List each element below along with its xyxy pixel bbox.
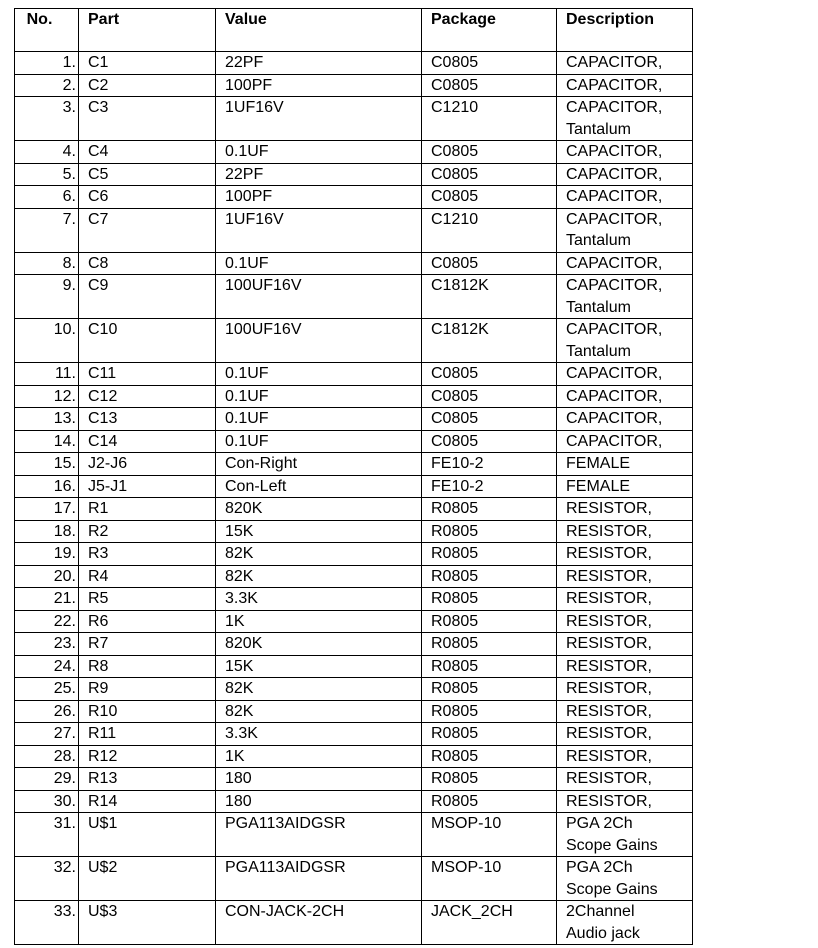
cell-no: 32. bbox=[15, 857, 79, 901]
cell-part: J5-J1 bbox=[79, 475, 216, 498]
cell-no: 4. bbox=[15, 141, 79, 164]
cell-part: C14 bbox=[79, 430, 216, 453]
description-line: CAPACITOR, bbox=[566, 254, 663, 272]
cell-value: 3.3K bbox=[216, 588, 422, 611]
cell-package: R0805 bbox=[422, 543, 557, 566]
cell-description bbox=[557, 408, 693, 431]
cell-part: J2-J6 bbox=[79, 453, 216, 476]
table-row bbox=[15, 52, 693, 75]
table-body bbox=[15, 52, 693, 945]
table-row bbox=[15, 633, 693, 656]
cell-no: 11. bbox=[15, 363, 79, 386]
cell-description bbox=[557, 520, 693, 543]
cell-description bbox=[557, 74, 693, 97]
cell-description bbox=[557, 790, 693, 813]
cell-description bbox=[557, 565, 693, 588]
cell-description bbox=[557, 475, 693, 498]
cell-package: C0805 bbox=[422, 186, 557, 209]
cell-value: 15K bbox=[216, 520, 422, 543]
cell-part: U$3 bbox=[79, 901, 216, 945]
table-row bbox=[15, 565, 693, 588]
cell-part: R8 bbox=[79, 655, 216, 678]
cell-description bbox=[557, 141, 693, 164]
cell-package: C0805 bbox=[422, 385, 557, 408]
cell-part: R10 bbox=[79, 700, 216, 723]
description-line: RESISTOR, bbox=[566, 792, 652, 810]
cell-no: 33. bbox=[15, 901, 79, 945]
cell-value: 82K bbox=[216, 565, 422, 588]
cell-no: 20. bbox=[15, 565, 79, 588]
cell-description bbox=[557, 498, 693, 521]
cell-description bbox=[557, 319, 693, 363]
description-line: RESISTOR, bbox=[566, 747, 652, 765]
cell-description bbox=[557, 588, 693, 611]
table-row bbox=[15, 790, 693, 813]
cell-part: R6 bbox=[79, 610, 216, 633]
cell-description bbox=[557, 186, 693, 209]
cell-package: R0805 bbox=[422, 610, 557, 633]
cell-part: R9 bbox=[79, 678, 216, 701]
table-row bbox=[15, 745, 693, 768]
cell-value: 1K bbox=[216, 610, 422, 633]
cell-part: C11 bbox=[79, 363, 216, 386]
cell-no: 9. bbox=[15, 275, 79, 319]
description-line: CAPACITOR, bbox=[566, 54, 663, 71]
cell-part: C3 bbox=[79, 97, 216, 141]
cell-package: JACK_2CH bbox=[422, 901, 557, 945]
description-line: Tantalum bbox=[566, 232, 631, 249]
description-line: CAPACITOR, bbox=[566, 321, 663, 338]
description-line: CAPACITOR, bbox=[566, 277, 663, 294]
cell-package: R0805 bbox=[422, 498, 557, 521]
cell-part: C1 bbox=[79, 52, 216, 75]
cell-no: 13. bbox=[15, 408, 79, 431]
description-line: 2Channel bbox=[566, 903, 635, 920]
cell-part: C6 bbox=[79, 186, 216, 209]
cell-part: C12 bbox=[79, 385, 216, 408]
cell-part: R7 bbox=[79, 633, 216, 656]
cell-value: PGA113AIDGSR bbox=[216, 813, 422, 857]
cell-value: 82K bbox=[216, 700, 422, 723]
cell-description bbox=[557, 363, 693, 386]
cell-value: 180 bbox=[216, 768, 422, 791]
cell-no: 10. bbox=[15, 319, 79, 363]
description-line: CAPACITOR, bbox=[566, 410, 663, 427]
description-line: CAPACITOR, bbox=[566, 210, 663, 228]
cell-description bbox=[557, 252, 693, 275]
cell-package: C0805 bbox=[422, 74, 557, 97]
cell-no: 19. bbox=[15, 543, 79, 566]
cell-package: R0805 bbox=[422, 633, 557, 656]
cell-part: C2 bbox=[79, 74, 216, 97]
cell-package: C1812K bbox=[422, 275, 557, 319]
cell-package: C1812K bbox=[422, 319, 557, 363]
cell-package: R0805 bbox=[422, 588, 557, 611]
description-line: RESISTOR, bbox=[566, 702, 652, 720]
cell-value: 3.3K bbox=[216, 723, 422, 746]
table-row bbox=[15, 813, 693, 857]
description-line: CAPACITOR, bbox=[566, 432, 663, 450]
description-line: RESISTOR, bbox=[566, 590, 652, 607]
cell-no: 21. bbox=[15, 588, 79, 611]
cell-value: 22PF bbox=[216, 163, 422, 186]
cell-value: 100PF bbox=[216, 186, 422, 209]
cell-no: 14. bbox=[15, 430, 79, 453]
cell-package: MSOP-10 bbox=[422, 813, 557, 857]
header-value: Value bbox=[216, 9, 422, 52]
cell-package: C1210 bbox=[422, 97, 557, 141]
table-row bbox=[15, 252, 693, 275]
table-row bbox=[15, 363, 693, 386]
cell-value: 1UF16V bbox=[216, 97, 422, 141]
description-line: Scope Gains bbox=[566, 880, 658, 898]
cell-value: 22PF bbox=[216, 52, 422, 75]
cell-value: 180 bbox=[216, 790, 422, 813]
cell-no: 22. bbox=[15, 610, 79, 633]
cell-description bbox=[557, 453, 693, 476]
cell-part: C4 bbox=[79, 141, 216, 164]
cell-part: R2 bbox=[79, 520, 216, 543]
cell-package: R0805 bbox=[422, 678, 557, 701]
table-row bbox=[15, 208, 693, 252]
description-line: Scope Gains bbox=[566, 836, 658, 854]
cell-no: 8. bbox=[15, 252, 79, 275]
cell-part: C5 bbox=[79, 163, 216, 186]
cell-value: 100PF bbox=[216, 74, 422, 97]
table-row bbox=[15, 723, 693, 746]
cell-part: C7 bbox=[79, 208, 216, 252]
cell-value: CON-JACK-2CH bbox=[216, 901, 422, 945]
description-line: RESISTOR, bbox=[566, 500, 652, 517]
table-row bbox=[15, 275, 693, 319]
description-line: FEMALE bbox=[566, 455, 631, 472]
description-line: PGA 2Ch bbox=[566, 815, 633, 832]
header-package: Package bbox=[422, 9, 557, 52]
cell-package: C0805 bbox=[422, 163, 557, 186]
description-line: CAPACITOR, bbox=[566, 143, 663, 160]
description-line: Tantalum bbox=[566, 342, 631, 360]
description-line: RESISTOR, bbox=[566, 522, 652, 540]
table-row bbox=[15, 385, 693, 408]
cell-no: 17. bbox=[15, 498, 79, 521]
description-line: RESISTOR, bbox=[566, 657, 652, 675]
description-line: RESISTOR, bbox=[566, 770, 652, 787]
cell-part: R3 bbox=[79, 543, 216, 566]
cell-value: 0.1UF bbox=[216, 252, 422, 275]
cell-no: 25. bbox=[15, 678, 79, 701]
cell-part: U$1 bbox=[79, 813, 216, 857]
description-line: RESISTOR, bbox=[566, 567, 652, 585]
cell-part: R12 bbox=[79, 745, 216, 768]
cell-description bbox=[557, 700, 693, 723]
cell-description bbox=[557, 97, 693, 141]
cell-part: R14 bbox=[79, 790, 216, 813]
description-line: RESISTOR, bbox=[566, 635, 652, 652]
cell-part: R4 bbox=[79, 565, 216, 588]
cell-no: 29. bbox=[15, 768, 79, 791]
cell-value: 0.1UF bbox=[216, 408, 422, 431]
description-line: RESISTOR, bbox=[566, 545, 652, 562]
cell-part: R1 bbox=[79, 498, 216, 521]
cell-value: 0.1UF bbox=[216, 430, 422, 453]
cell-package: FE10-2 bbox=[422, 475, 557, 498]
cell-package: R0805 bbox=[422, 520, 557, 543]
cell-description bbox=[557, 745, 693, 768]
cell-description bbox=[557, 768, 693, 791]
cell-part: U$2 bbox=[79, 857, 216, 901]
cell-no: 23. bbox=[15, 633, 79, 656]
cell-part: R13 bbox=[79, 768, 216, 791]
cell-package: R0805 bbox=[422, 790, 557, 813]
description-line: CAPACITOR, bbox=[566, 99, 663, 116]
table-row bbox=[15, 74, 693, 97]
description-line: CAPACITOR, bbox=[566, 165, 663, 183]
cell-no: 26. bbox=[15, 700, 79, 723]
cell-part: C9 bbox=[79, 275, 216, 319]
cell-package: R0805 bbox=[422, 565, 557, 588]
cell-package: R0805 bbox=[422, 655, 557, 678]
description-line: Audio jack bbox=[566, 924, 640, 942]
table-row bbox=[15, 453, 693, 476]
cell-no: 24. bbox=[15, 655, 79, 678]
cell-value: 1K bbox=[216, 745, 422, 768]
table-row bbox=[15, 768, 693, 791]
cell-package: C0805 bbox=[422, 141, 557, 164]
cell-part: C13 bbox=[79, 408, 216, 431]
header-description: Description bbox=[557, 9, 693, 52]
table-row bbox=[15, 319, 693, 363]
description-line: RESISTOR, bbox=[566, 680, 652, 697]
cell-description bbox=[557, 723, 693, 746]
cell-no: 18. bbox=[15, 520, 79, 543]
description-line: PGA 2Ch bbox=[566, 859, 633, 876]
cell-package: C1210 bbox=[422, 208, 557, 252]
table-row bbox=[15, 498, 693, 521]
header-part: Part bbox=[79, 9, 216, 52]
cell-package: R0805 bbox=[422, 700, 557, 723]
header-no: No. bbox=[15, 9, 79, 52]
table-row bbox=[15, 475, 693, 498]
cell-description bbox=[557, 813, 693, 857]
table-row bbox=[15, 97, 693, 141]
cell-package: FE10-2 bbox=[422, 453, 557, 476]
cell-description bbox=[557, 678, 693, 701]
cell-package: MSOP-10 bbox=[422, 857, 557, 901]
table-row bbox=[15, 700, 693, 723]
cell-description bbox=[557, 208, 693, 252]
cell-part: R11 bbox=[79, 723, 216, 746]
cell-no: 1. bbox=[15, 52, 79, 75]
cell-value: 15K bbox=[216, 655, 422, 678]
table-row bbox=[15, 186, 693, 209]
description-line: RESISTOR, bbox=[566, 612, 652, 630]
cell-description bbox=[557, 857, 693, 901]
cell-value: 0.1UF bbox=[216, 385, 422, 408]
description-line: CAPACITOR, bbox=[566, 76, 663, 94]
cell-part: R5 bbox=[79, 588, 216, 611]
cell-package: C0805 bbox=[422, 430, 557, 453]
description-line: Tantalum bbox=[566, 298, 631, 316]
description-line: FEMALE bbox=[566, 477, 631, 495]
cell-package: R0805 bbox=[422, 745, 557, 768]
cell-no: 28. bbox=[15, 745, 79, 768]
table-row bbox=[15, 408, 693, 431]
table-row bbox=[15, 430, 693, 453]
cell-description bbox=[557, 52, 693, 75]
cell-no: 27. bbox=[15, 723, 79, 746]
cell-value: Con-Left bbox=[216, 475, 422, 498]
table-row bbox=[15, 678, 693, 701]
cell-description bbox=[557, 385, 693, 408]
cell-description bbox=[557, 275, 693, 319]
description-line: CAPACITOR, bbox=[566, 387, 663, 405]
cell-value: 100UF16V bbox=[216, 319, 422, 363]
table-row bbox=[15, 610, 693, 633]
cell-value: 0.1UF bbox=[216, 363, 422, 386]
cell-value: 100UF16V bbox=[216, 275, 422, 319]
cell-description bbox=[557, 163, 693, 186]
cell-value: 820K bbox=[216, 498, 422, 521]
cell-no: 12. bbox=[15, 385, 79, 408]
parts-list-table bbox=[14, 8, 693, 945]
cell-package: R0805 bbox=[422, 768, 557, 791]
cell-no: 30. bbox=[15, 790, 79, 813]
cell-description bbox=[557, 633, 693, 656]
cell-value: 1UF16V bbox=[216, 208, 422, 252]
table-row bbox=[15, 543, 693, 566]
cell-package: C0805 bbox=[422, 363, 557, 386]
cell-value: PGA113AIDGSR bbox=[216, 857, 422, 901]
cell-value: 82K bbox=[216, 543, 422, 566]
description-line: RESISTOR, bbox=[566, 725, 652, 742]
table-row bbox=[15, 520, 693, 543]
cell-part: C10 bbox=[79, 319, 216, 363]
cell-package: R0805 bbox=[422, 723, 557, 746]
table-row bbox=[15, 588, 693, 611]
table-row bbox=[15, 901, 693, 945]
cell-description bbox=[557, 610, 693, 633]
cell-description bbox=[557, 430, 693, 453]
header-row bbox=[15, 9, 693, 52]
cell-value: Con-Right bbox=[216, 453, 422, 476]
table-row bbox=[15, 163, 693, 186]
table-row bbox=[15, 141, 693, 164]
cell-package: C0805 bbox=[422, 252, 557, 275]
cell-no: 5. bbox=[15, 163, 79, 186]
cell-no: 3. bbox=[15, 97, 79, 141]
cell-package: C0805 bbox=[422, 52, 557, 75]
cell-no: 7. bbox=[15, 208, 79, 252]
cell-description bbox=[557, 543, 693, 566]
description-line: CAPACITOR, bbox=[566, 188, 663, 205]
cell-package: C0805 bbox=[422, 408, 557, 431]
cell-value: 82K bbox=[216, 678, 422, 701]
cell-no: 31. bbox=[15, 813, 79, 857]
cell-value: 0.1UF bbox=[216, 141, 422, 164]
description-line: Tantalum bbox=[566, 120, 631, 138]
table-row bbox=[15, 857, 693, 901]
cell-no: 6. bbox=[15, 186, 79, 209]
cell-description bbox=[557, 901, 693, 945]
cell-description bbox=[557, 655, 693, 678]
cell-value: 820K bbox=[216, 633, 422, 656]
cell-no: 15. bbox=[15, 453, 79, 476]
cell-part: C8 bbox=[79, 252, 216, 275]
table-row bbox=[15, 655, 693, 678]
cell-no: 2. bbox=[15, 74, 79, 97]
description-line: CAPACITOR, bbox=[566, 365, 663, 382]
cell-no: 16. bbox=[15, 475, 79, 498]
